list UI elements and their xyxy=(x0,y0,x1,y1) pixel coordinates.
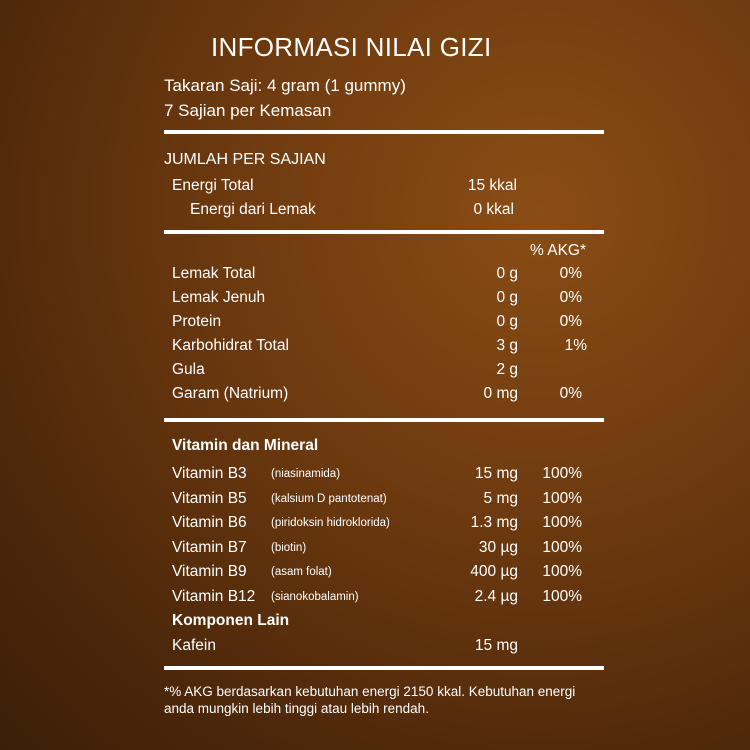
vitamin-akg: 100% xyxy=(542,587,582,605)
energy-total-value: 15 kkal xyxy=(467,177,517,194)
nutrient-value: 2 g xyxy=(496,361,518,378)
vitamin-value: 1.3 mg xyxy=(470,514,518,531)
divider xyxy=(164,230,604,234)
vitamin-label: Vitamin B5 xyxy=(172,489,247,507)
nutrient-akg: 1% xyxy=(564,337,587,354)
vitamin-value: 30 µg xyxy=(478,538,518,556)
vitamin-label: Vitamin B7 xyxy=(172,538,247,556)
servings-per-pack: 7 Sajian per Kemasan xyxy=(164,101,332,120)
serving-size: Takaran Saji: 4 gram (1 gummy) xyxy=(164,76,406,95)
vitamin-label: Vitamin B3 xyxy=(172,465,247,482)
divider xyxy=(164,130,604,134)
vitamin-value: 15 mg xyxy=(474,465,518,482)
vitamin-compound: (asam folat) xyxy=(271,566,332,578)
vitamin-compound: (piridoksin hidroklorida) xyxy=(271,517,390,529)
nutrient-value: 0 g xyxy=(496,265,518,282)
nutrient-value: 3 g xyxy=(496,337,518,354)
vitamin-header: Vitamin dan Mineral xyxy=(172,437,319,454)
footnote: *% AKG berdasarkan kebutuhan energi 2150 kkal. Kebutuhan energi anda mungkin lebih tinggi atau lebih rendah. xyxy=(164,684,576,716)
energy-fat-value: 0 kkal xyxy=(473,201,514,218)
vitamin-akg: 100% xyxy=(542,538,582,556)
vitamin-compound: (biotin) xyxy=(271,541,307,554)
nutrient-label: Protein xyxy=(172,313,222,330)
nutrient-value: 0 g xyxy=(496,313,518,330)
akg-header: % AKG* xyxy=(530,242,586,259)
nutrient-akg: 0% xyxy=(559,265,582,282)
vitamin-value: 5 mg xyxy=(483,489,518,507)
vitamin-label: Vitamin B6 xyxy=(172,514,247,531)
vitamin-akg: 100% xyxy=(542,514,582,531)
nutrient-akg: 0% xyxy=(559,313,582,330)
page-title: INFORMASI NILAI GIZI xyxy=(211,32,492,62)
nutrient-label: Garam (Natrium) xyxy=(172,385,289,402)
vitamin-value: 400 µg xyxy=(470,563,518,580)
vitamin-akg: 100% xyxy=(542,563,582,580)
vitamin-akg: 100% xyxy=(542,465,582,482)
vitamin-akg: 100% xyxy=(542,489,582,507)
vitamin-label: Vitamin B9 xyxy=(172,563,247,580)
divider xyxy=(164,666,604,670)
nutrient-label: Gula xyxy=(172,361,205,378)
nutrient-value: 0 g xyxy=(496,289,518,306)
energy-total-label: Energi Total xyxy=(172,177,254,194)
nutrient-akg: 0% xyxy=(559,385,582,402)
energy-header: JUMLAH PER SAJIAN xyxy=(164,151,326,168)
nutrient-label: Lemak Jenuh xyxy=(172,289,266,306)
other-value: 15 mg xyxy=(474,637,518,654)
vitamin-value: 2.4 µg xyxy=(474,587,518,605)
nutrient-value: 0 mg xyxy=(483,385,518,402)
other-header: Komponen Lain xyxy=(172,612,290,629)
nutrient-akg: 0% xyxy=(559,289,582,306)
nutrient-label: Lemak Total xyxy=(172,265,256,282)
other-label: Kafein xyxy=(172,637,216,654)
divider xyxy=(164,418,604,422)
vitamin-label: Vitamin B12 xyxy=(172,587,256,605)
vitamin-compound: (sianokobalamin) xyxy=(271,590,359,603)
vitamin-compound: (niasinamida) xyxy=(271,468,341,480)
vitamin-compound: (kalsium D pantotenat) xyxy=(271,492,387,505)
nutrient-label: Karbohidrat Total xyxy=(172,337,289,354)
energy-fat-label: Energi dari Lemak xyxy=(190,201,316,218)
